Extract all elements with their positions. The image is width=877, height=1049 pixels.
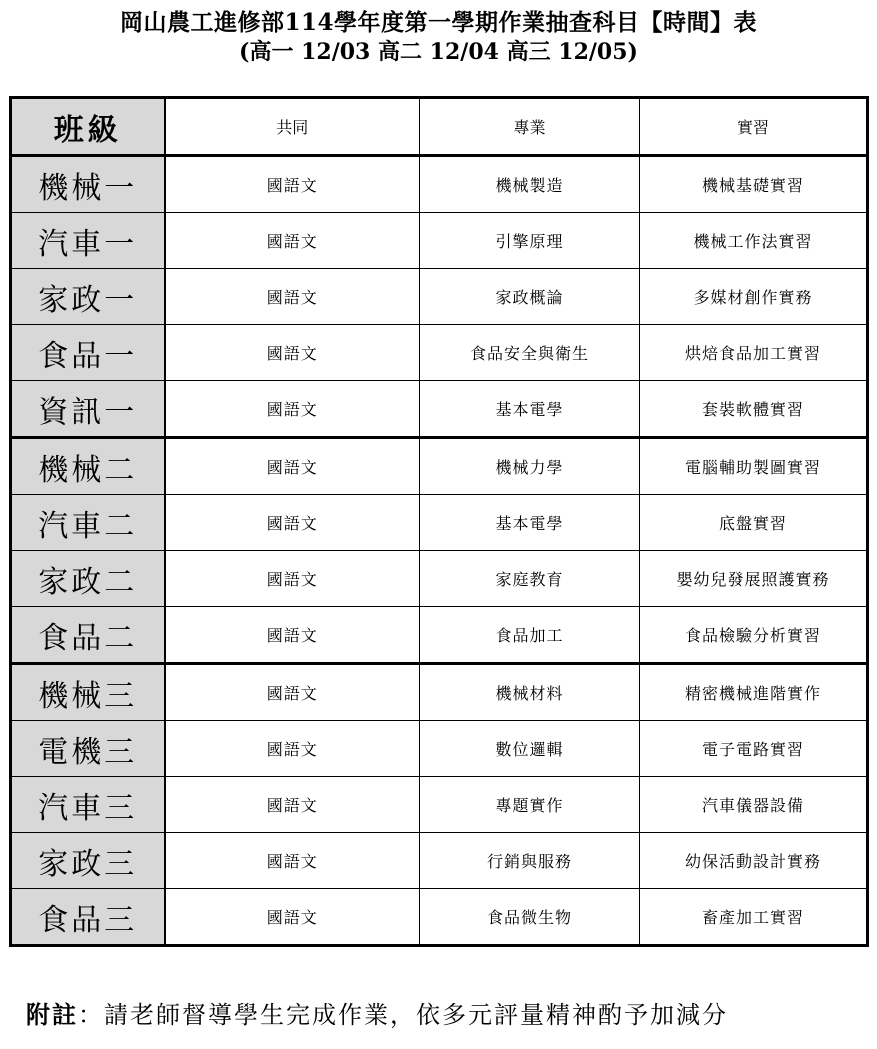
table-row bbox=[11, 269, 868, 325]
class-cell: 機械三 bbox=[11, 664, 165, 721]
major-cell: 基本電學 bbox=[420, 381, 640, 438]
table-row bbox=[11, 721, 868, 777]
practice-cell: 電腦輔助製圖實習 bbox=[640, 438, 868, 495]
major-cell: 基本電學 bbox=[420, 495, 640, 551]
table-row bbox=[11, 495, 868, 551]
practice-cell: 烘焙食品加工實習 bbox=[640, 325, 868, 381]
table-row bbox=[11, 156, 868, 213]
schedule-table bbox=[9, 96, 869, 947]
common-cell: 國語文 bbox=[165, 721, 420, 777]
practice-cell: 嬰幼兒發展照護實務 bbox=[640, 551, 868, 607]
major-cell: 家政概論 bbox=[420, 269, 640, 325]
table-row bbox=[11, 213, 868, 269]
table-row bbox=[11, 664, 868, 721]
common-cell: 國語文 bbox=[165, 269, 420, 325]
practice-cell: 套裝軟體實習 bbox=[640, 381, 868, 438]
class-cell: 家政一 bbox=[11, 269, 165, 325]
common-cell: 國語文 bbox=[165, 607, 420, 664]
common-cell: 國語文 bbox=[165, 889, 420, 946]
practice-cell: 機械基礎實習 bbox=[640, 156, 868, 213]
practice-cell: 機械工作法實習 bbox=[640, 213, 868, 269]
common-cell: 國語文 bbox=[165, 833, 420, 889]
class-cell: 機械二 bbox=[11, 438, 165, 495]
major-cell: 機械材料 bbox=[420, 664, 640, 721]
practice-cell: 食品檢驗分析實習 bbox=[640, 607, 868, 664]
common-cell: 國語文 bbox=[165, 213, 420, 269]
table-row bbox=[11, 777, 868, 833]
class-cell: 家政三 bbox=[11, 833, 165, 889]
class-cell: 電機三 bbox=[11, 721, 165, 777]
header-class: 班級 bbox=[11, 98, 165, 156]
class-cell: 汽車二 bbox=[11, 495, 165, 551]
major-cell: 數位邏輯 bbox=[420, 721, 640, 777]
page-subtitle: (高一 12/03 高二 12/04 高三 12/05) bbox=[239, 39, 638, 65]
major-cell: 食品安全與衛生 bbox=[420, 325, 640, 381]
practice-cell: 底盤實習 bbox=[640, 495, 868, 551]
common-cell: 國語文 bbox=[165, 438, 420, 495]
header-practice: 實習 bbox=[640, 98, 868, 156]
class-cell: 汽車一 bbox=[11, 213, 165, 269]
common-cell: 國語文 bbox=[165, 156, 420, 213]
table-row bbox=[11, 438, 868, 495]
class-cell: 機械一 bbox=[11, 156, 165, 213]
practice-cell: 多媒材創作實務 bbox=[640, 269, 868, 325]
page-title: 岡山農工進修部114學年度第一學期作業抽查科目【時間】表 bbox=[119, 9, 757, 36]
major-cell: 行銷與服務 bbox=[420, 833, 640, 889]
major-cell: 家庭教育 bbox=[420, 551, 640, 607]
practice-cell: 汽車儀器設備 bbox=[640, 777, 868, 833]
practice-cell: 幼保活動設計實務 bbox=[640, 833, 868, 889]
practice-cell: 畜產加工實習 bbox=[640, 889, 868, 946]
table-row bbox=[11, 833, 868, 889]
table-row bbox=[11, 325, 868, 381]
common-cell: 國語文 bbox=[165, 381, 420, 438]
major-cell: 專題實作 bbox=[420, 777, 640, 833]
class-cell: 食品三 bbox=[11, 889, 165, 946]
major-cell: 食品加工 bbox=[420, 607, 640, 664]
major-cell: 機械製造 bbox=[420, 156, 640, 213]
table-header-row bbox=[11, 98, 868, 156]
class-cell: 資訊一 bbox=[11, 381, 165, 438]
common-cell: 國語文 bbox=[165, 664, 420, 721]
table-row bbox=[11, 381, 868, 438]
class-cell: 汽車三 bbox=[11, 777, 165, 833]
major-cell: 食品微生物 bbox=[420, 889, 640, 946]
table-row bbox=[11, 551, 868, 607]
table-row bbox=[11, 889, 868, 946]
header-major: 專業 bbox=[420, 98, 640, 156]
practice-cell: 電子電路實習 bbox=[640, 721, 868, 777]
common-cell: 國語文 bbox=[165, 495, 420, 551]
common-cell: 國語文 bbox=[165, 551, 420, 607]
table-row bbox=[11, 607, 868, 664]
major-cell: 機械力學 bbox=[420, 438, 640, 495]
common-cell: 國語文 bbox=[165, 325, 420, 381]
class-cell: 家政二 bbox=[11, 551, 165, 607]
footnote-text: ：請老師督導學生完成作業，依多元評量精神酌予加減分 bbox=[78, 1001, 728, 1029]
practice-cell: 精密機械進階實作 bbox=[640, 664, 868, 721]
major-cell: 引擎原理 bbox=[420, 213, 640, 269]
class-cell: 食品一 bbox=[11, 325, 165, 381]
footnote-label: 附註 bbox=[26, 1000, 78, 1029]
header-common: 共同 bbox=[165, 98, 420, 156]
common-cell: 國語文 bbox=[165, 777, 420, 833]
class-cell: 食品二 bbox=[11, 607, 165, 664]
footnote bbox=[26, 998, 728, 1032]
